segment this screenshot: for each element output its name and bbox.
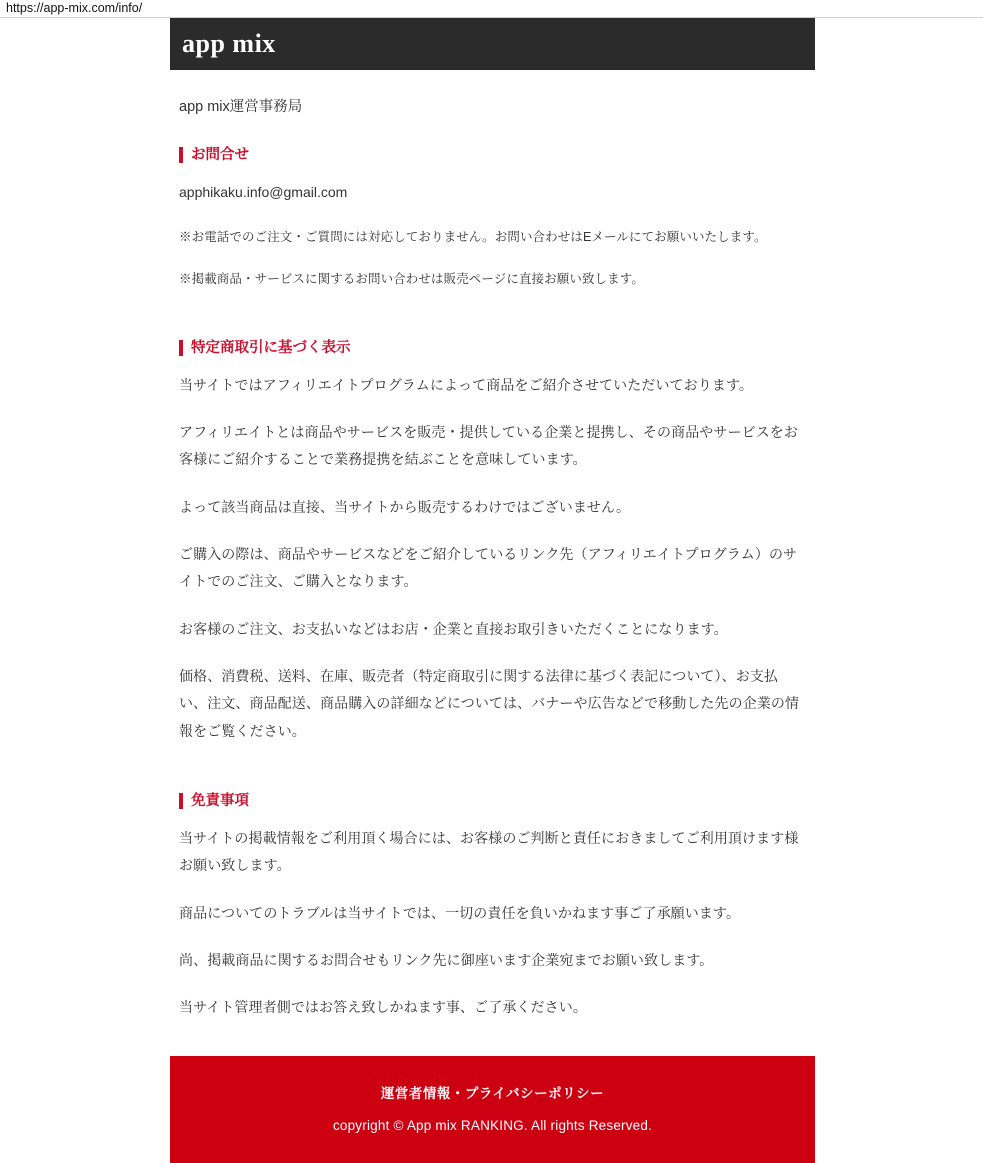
contact-note-2: ※掲載商品・サービスに関するお問い合わせは販売ページに直接お願い致します。 <box>179 271 644 286</box>
page-container <box>0 18 983 1163</box>
content-column <box>170 18 815 1163</box>
organization-name: app mix運営事務局 <box>179 99 303 115</box>
section-heading-contact-label: お問合せ <box>191 147 249 164</box>
section-heading-commercial-transactions-label: 特定商取引に基づく表示 <box>191 339 351 356</box>
commercial-paragraph-4: ご購入の際は、商品やサービスなどをご紹介しているリンク先（アフィリエイトプログラム）のサイトでのご注文、ご購入となります。 <box>179 546 798 590</box>
contact-note-1: ※お電話でのご注文・ご質問には対応しておりません。お問い合わせはEメールにてお願いいたします。 <box>179 230 767 245</box>
disclaimer-paragraph-3: 尚、掲載商品に関するお問合せもリンク先に御座います企業宛までお願い致します。 <box>179 952 714 969</box>
url-text: https://app-mix.com/info/ <box>6 1 143 15</box>
heading-accent-bar <box>179 340 183 356</box>
article-body <box>170 96 815 1022</box>
disclaimer-paragraph-1: 当サイトの掲載情報をご利用頂く場合には、お客様のご判断と責任におきましてご利用頂けます様お願い致します。 <box>179 830 799 874</box>
commercial-paragraph-5: お客様のご注文、お支払いなどはお店・企業と直接お取引きいただくことになります。 <box>179 620 728 637</box>
disclaimer-paragraph-2: 商品についてのトラブルは当サイトでは、一切の責任を負いかねます事ご了承願います。 <box>179 904 741 921</box>
disclaimer-paragraph-4: 当サイト管理者側ではお答え致しかねます事、ご了承ください。 <box>179 999 587 1016</box>
commercial-paragraph-1: 当サイトではアフィリエイトプログラムによって商品をご紹介させていただいております。 <box>179 376 754 393</box>
footer-privacy-link[interactable]: 運営者情報・プライバシーポリシー <box>380 1085 605 1101</box>
contact-email: apphikaku.info@gmail.com <box>179 184 348 201</box>
commercial-paragraph-3: よって該当商品は直接、当サイトから販売するわけではございません。 <box>179 498 631 515</box>
section-heading-disclaimer-label: 免責事項 <box>191 792 249 809</box>
section-heading-disclaimer <box>179 791 806 811</box>
browser-url-bar[interactable] <box>0 0 983 18</box>
heading-accent-bar <box>179 793 183 809</box>
commercial-paragraph-6: 価格、消費税、送料、在庫、販売者（特定商取引に関する法律に基づく表記について）、お支払い、注文、商品配送、商品購入の詳細などについては、バナーや広告などで移動した先の企業の情報をご覧ください。 <box>179 667 800 739</box>
site-title: app mix <box>182 29 276 58</box>
heading-accent-bar <box>179 147 183 163</box>
site-footer <box>170 1056 815 1163</box>
site-header <box>170 18 815 70</box>
commercial-paragraph-2: アフィリエイトとは商品やサービスを販売・提供している企業と提携し、その商品やサービスをお客様にご紹介することで業務提携を結ぶことを意味しています。 <box>179 424 798 468</box>
section-heading-contact <box>179 145 806 165</box>
section-heading-commercial-transactions <box>179 338 806 358</box>
footer-copyright: copyright © App mix RANKING. All rights Reserved. <box>332 1117 653 1133</box>
